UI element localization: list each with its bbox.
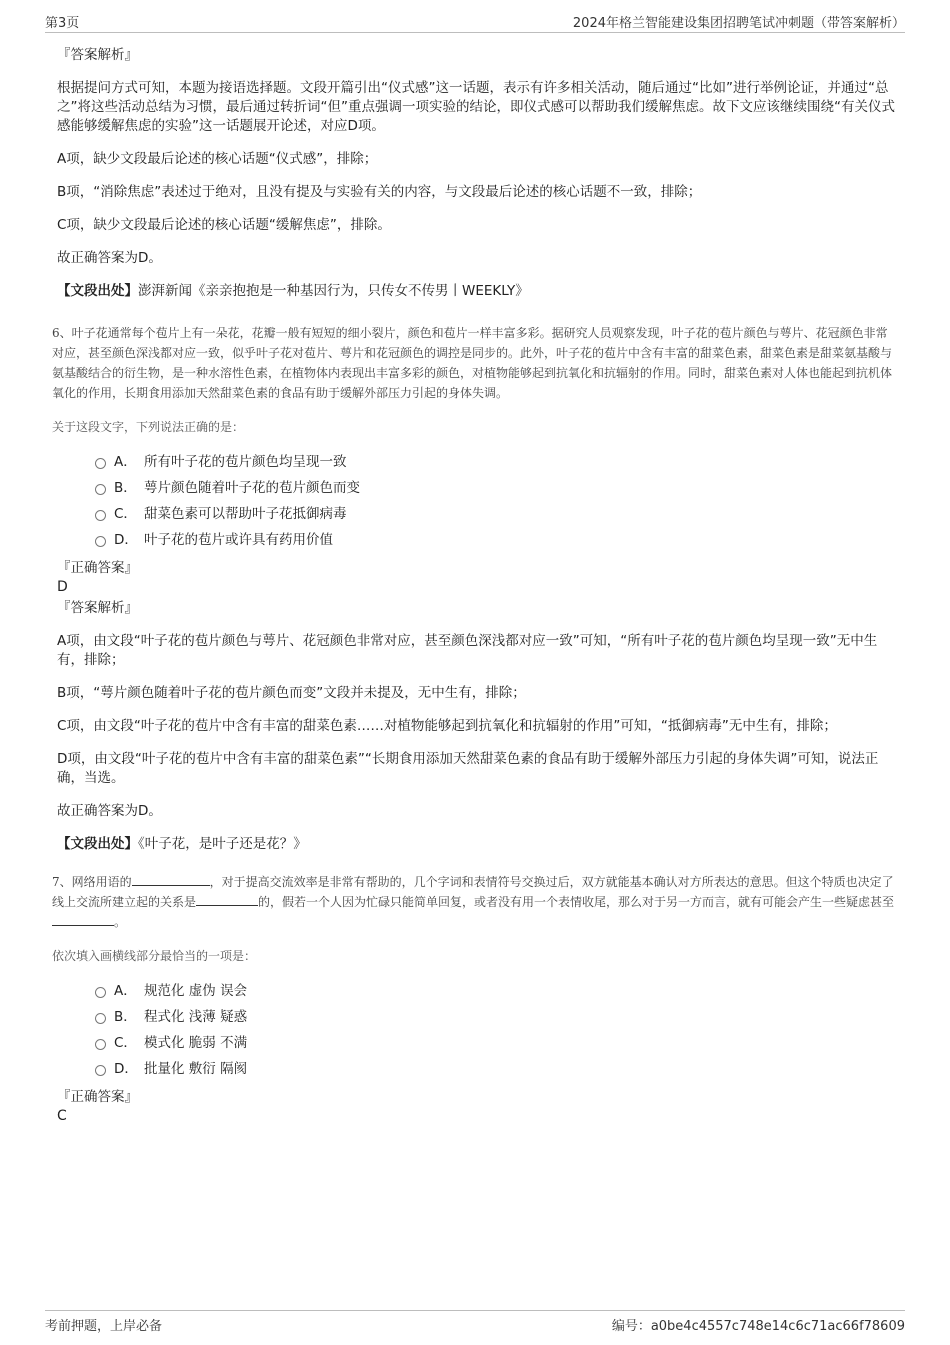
fill-blank-2 <box>196 893 258 906</box>
option-c[interactable] <box>95 501 897 527</box>
option-text: 规范化 虚伪 误会 <box>144 983 248 999</box>
radio-button-icon[interactable] <box>95 1039 106 1050</box>
page-footer <box>45 1310 905 1335</box>
page-content <box>52 46 897 1128</box>
footer-slogan: 考前押题，上岸必备 <box>45 1319 163 1334</box>
option-letter: D． <box>114 1061 138 1077</box>
document-code: 编号：a0be4c4557c748e14c6c71ac66f78609 <box>611 1319 905 1334</box>
option-text: 甜菜色素可以帮助叶子花抵御病毒 <box>144 506 347 522</box>
correct-answer: C <box>57 1108 67 1124</box>
option-a[interactable] <box>95 449 897 475</box>
option-letter: C． <box>114 1035 137 1051</box>
analysis-paragraph: 根据提问方式可知，本题为接语选择题。文段开篇引出“仪式感”这一话题，表示有许多相关活动，随后通过“比如”进行举例论证，并通过“总之”将这些活动总结为习惯，最后通过转折词“但”重点强调一项实验的结论，即仪式感可以帮助我们缓解焦虑。故下文应该继续围绕“有关仪式感能够缓解焦虑的实验”这一话题展开论述，对应D项。 <box>57 80 895 134</box>
correct-answer-label: 『正确答案』 <box>57 1089 138 1105</box>
source-text: 澎湃新闻《亲亲抱抱是一种基因行为，只传女不传男丨WEEKLY》 <box>138 283 529 299</box>
passage-text: 的，假若一个人因为忙碌只能简单回复，或者没有用一个表情收尾，那么对于另一方而言，就有可能会产生一些疑虑甚至 <box>258 895 895 909</box>
option-b[interactable] <box>95 1004 897 1030</box>
analysis-option-a: A项，由文段“叶子花的苞片颜色与萼片、花冠颜色非常对应，甚至颜色深浅都对应一致”可知，“所有叶子花的苞片颜色均呈现一致”无中生有，排除； <box>57 633 878 668</box>
fill-blank-1 <box>132 873 210 886</box>
option-text: 程式化 浅薄 疑惑 <box>144 1009 248 1025</box>
option-text: 萼片颜色随着叶子花的苞片颜色而变 <box>144 480 360 496</box>
analysis-option-d: D项，由文段“叶子花的苞片中含有丰富的甜菜色素”“长期食用添加天然甜菜色素的食品有助于缓解外部压力引起的身体失调”可知，说法正确，当选。 <box>57 751 879 786</box>
correct-answer: D <box>57 579 68 595</box>
question-6-passage: 6、叶子花通常每个苞片上有一朵花，花瓣一般有短短的细小裂片，颜色和苞片一样丰富多彩。据研究人员观察发现，叶子花的苞片颜色与萼片、花冠颜色非常对应，甚至颜色深浅都对应一致，似乎叶子花对苞片、萼片和花冠颜色的调控是同步的。此外，叶子花的苞片中含有丰富的甜菜色素，甜菜色素是甜菜氨基酸与氨基酸结合的衍生物，是一种水溶性色素，在植物体内表现出丰富多彩的颜色，对植物能够起到抗氧化和抗辐射的作用。同时，甜菜色素对人体也能起到抗机体氧化的作用，长期食用添加天然甜菜色素的食品有助于缓解外部压力引起的身体失调。 <box>52 326 893 400</box>
passage-text: 。 <box>114 915 127 929</box>
option-letter: A． <box>114 983 137 999</box>
option-letter: C． <box>114 506 137 522</box>
option-b[interactable] <box>95 475 897 501</box>
option-letter: D． <box>114 532 138 548</box>
document-title: 2024年格兰智能建设集团招聘笔试冲刺题（带答案解析） <box>572 16 905 31</box>
option-text: 模式化 脆弱 不满 <box>144 1035 248 1051</box>
option-text: 批量化 敷衍 隔阂 <box>144 1061 248 1077</box>
radio-button-icon[interactable] <box>95 536 106 547</box>
radio-button-icon[interactable] <box>95 1065 106 1076</box>
option-letter: B． <box>114 480 137 496</box>
analysis-label: 『答案解析』 <box>57 47 138 63</box>
correct-answer-label: 『正确答案』 <box>57 560 138 576</box>
option-c[interactable] <box>95 1030 897 1056</box>
analysis-option-c: C项，由文段“叶子花的苞片中含有丰富的甜菜色素……对植物能够起到抗氧化和抗辐射的作用”可知，“抵御病毒”无中生有，排除； <box>57 718 837 734</box>
option-d[interactable] <box>95 527 897 553</box>
radio-button-icon[interactable] <box>95 1013 106 1024</box>
source-line <box>57 282 897 301</box>
analysis-option-a: A项，缺少文段最后论述的核心话题“仪式感”，排除； <box>57 151 378 167</box>
analysis-option-c: C项，缺少文段最后论述的核心话题“缓解焦虑”，排除。 <box>57 217 391 233</box>
question-7-passage <box>52 872 897 932</box>
question-6-options <box>95 449 897 553</box>
source-label: 【文段出处】 <box>57 836 138 852</box>
analysis-conclusion: 故正确答案为D。 <box>57 803 162 819</box>
analysis-option-b: B项，“萼片颜色随着叶子花的苞片颜色而变”文段并未提及，无中生有，排除； <box>57 685 526 701</box>
fill-blank-3 <box>52 913 114 926</box>
question-7-options <box>95 978 897 1082</box>
analysis-conclusion: 故正确答案为D。 <box>57 250 162 266</box>
option-text: 叶子花的苞片或许具有药用价值 <box>144 532 333 548</box>
radio-button-icon[interactable] <box>95 458 106 469</box>
page-number: 第3页 <box>45 16 80 31</box>
passage-text: ，对于提高交流效率是非常有帮助的，几个字词和表情符号交换过后，双方就能基本确认对方所表达的意思。但这个特质也决定了线上交流所建立起的关系是 <box>52 875 894 909</box>
analysis-label: 『答案解析』 <box>57 600 138 616</box>
option-a[interactable] <box>95 978 897 1004</box>
page-header <box>45 10 905 33</box>
passage-text: 7、网络用语的 <box>52 875 132 889</box>
analysis-option-b: B项，“消除焦虑”表述过于绝对，且没有提及与实验有关的内容，与文段最后论述的核心话题不一致，排除； <box>57 184 702 200</box>
source-label: 【文段出处】 <box>57 283 138 299</box>
option-letter: A． <box>114 454 137 470</box>
option-letter: B． <box>114 1009 137 1025</box>
radio-button-icon[interactable] <box>95 987 106 998</box>
question-6-stem: 关于这段文字，下列说法正确的是： <box>52 420 245 434</box>
question-7-stem: 依次填入画横线部分最恰当的一项是： <box>52 949 257 963</box>
source-line <box>57 835 897 854</box>
option-d[interactable] <box>95 1056 897 1082</box>
option-text: 所有叶子花的苞片颜色均呈现一致 <box>144 454 347 470</box>
radio-button-icon[interactable] <box>95 484 106 495</box>
radio-button-icon[interactable] <box>95 510 106 521</box>
source-text: 《叶子花，是叶子还是花？》 <box>138 836 307 852</box>
